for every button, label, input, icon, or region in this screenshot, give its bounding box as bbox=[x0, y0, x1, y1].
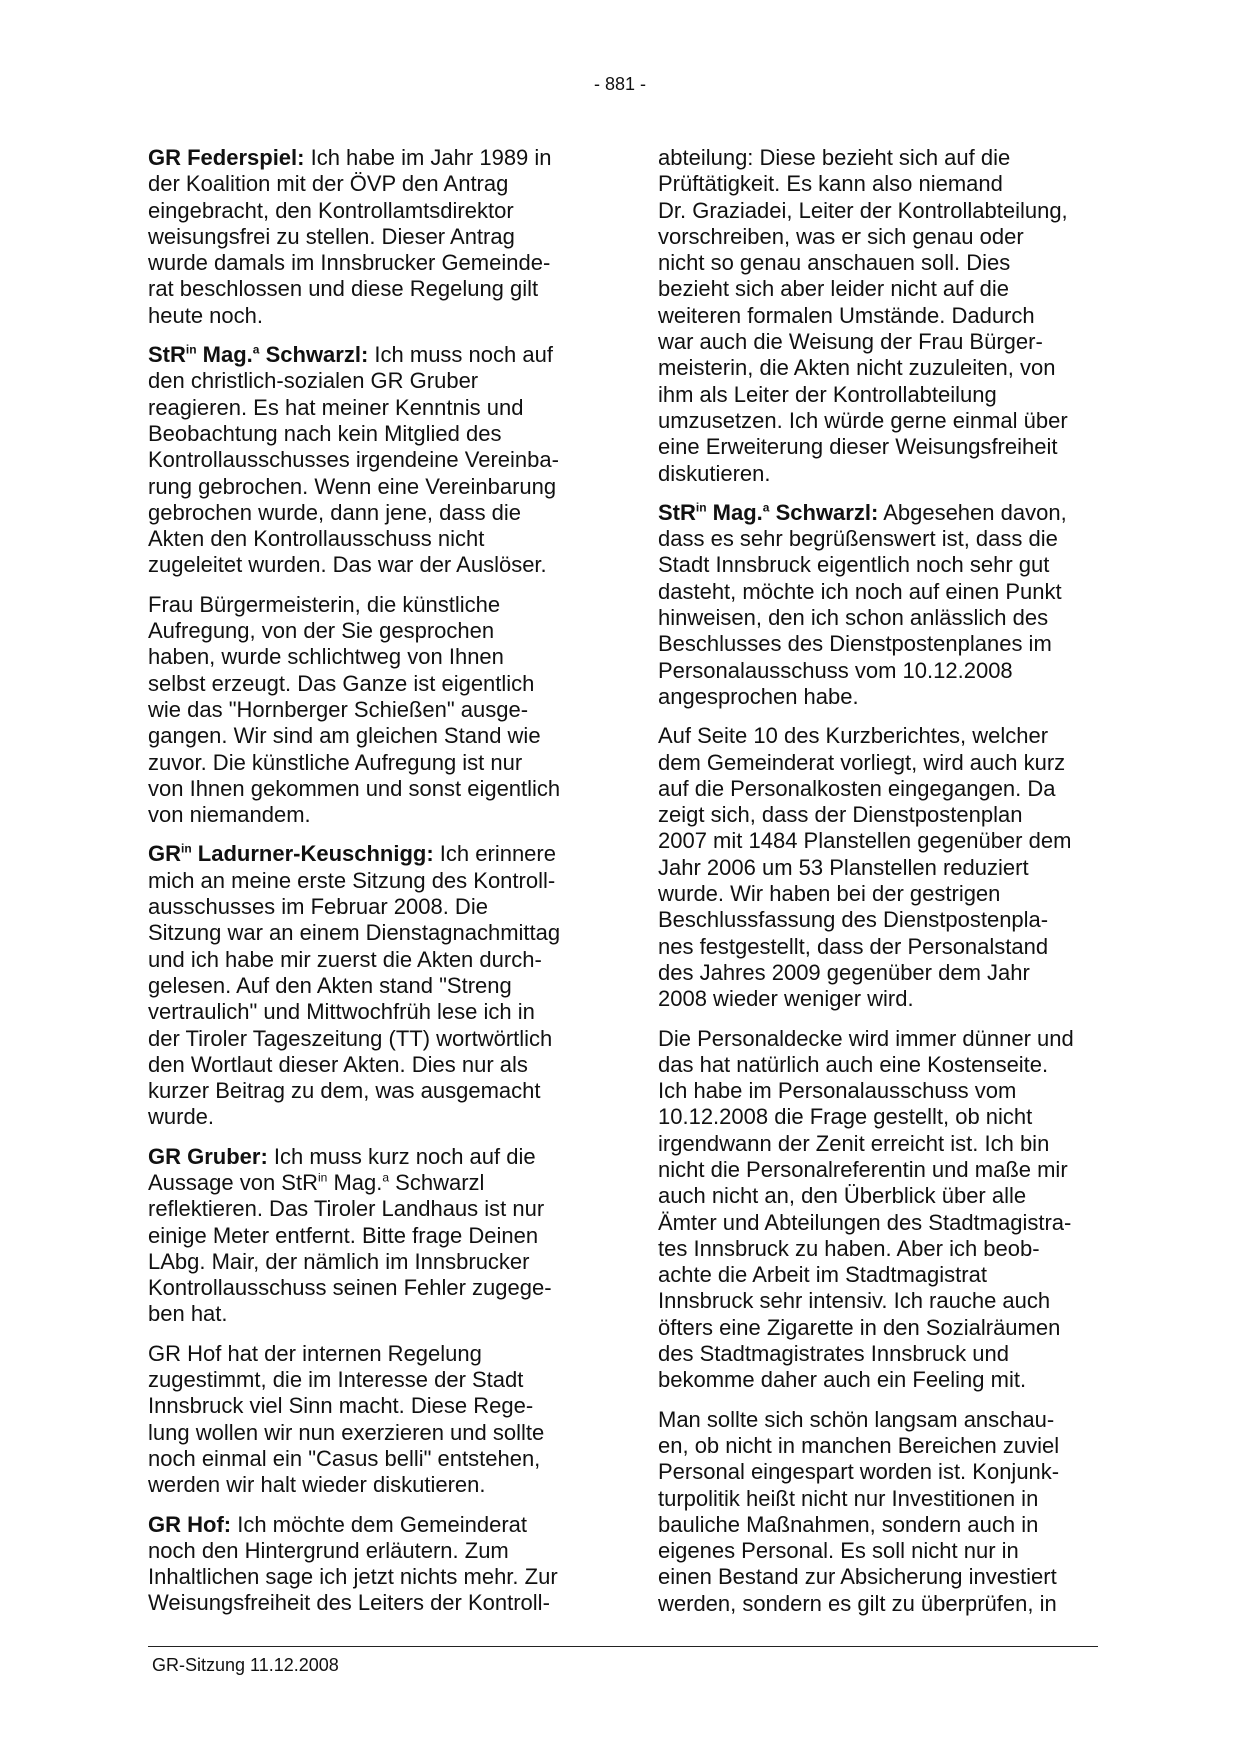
paragraph-text: Ich habe im Jahr 1989 in der Koalition mit der ÖVP den Antrag eingebracht, den Kontrollamtsdirektor weisungsfrei zu stellen. Dieser Antrag wurde damals im Innsbrucker Gemeinde- rat beschlossen und diese Regelung gilt heute noch. bbox=[148, 145, 552, 328]
paragraph-text: Ich muss kurz noch auf die Aussage von StR$^{in}$ Mag.$^a$ Schwarzl reflektieren. Das Tiroler Landhaus ist nur einige Meter entfernt. Bitte frage Deinen LAbg. Mair, der nämlich im Innsbrucker Kontrollausschuss seinen Fehler zugege- ben hat. bbox=[148, 1143, 552, 1327]
speaker-name: GR Gruber: bbox=[148, 1143, 268, 1169]
paragraph-hof bbox=[148, 1512, 586, 1617]
paragraph-ladurner bbox=[148, 841, 586, 1130]
paragraph-continuation: Die Personaldecke wird immer dünner und das hat natürlich auch eine Kostenseite. Ich habe im Personalausschuss vom 10.12.2008 die Frage gestellt, ob nicht irgendwann der Zenit erreicht ist. Ich bin nicht die Personalreferentin und maße mir auch nicht an, den Überblick über alle Ämter und Abteilungen des Stadtmagistra- tes Innsbruck zu haben. Aber ich beob- achte die Arbeit im Stadtmagistrat Innsbruck sehr intensiv. Ich rauche auch öfters eine Zigarette in den Sozialräumen des Stadtmagistrates Innsbruck und bekomme daher auch ein Feeling mit. bbox=[658, 1025, 1074, 1393]
paragraph-continuation: abteilung: Diese bezieht sich auf die Prüftätigkeit. Es kann also niemand Dr. Graziadei, Leiter der Kontrollabteilung, vorschreiben, was er sich genau oder nicht so genau anschauen soll. Dies bezieht sich aber leider nicht auf die weiteren formalen Umstände. Dadurch war auch die Weisung der Frau Bürger- meisterin, die Akten nicht zuzuleiten, von ihm als Leiter der Kontrollabteilung umzusetzen. Ich würde gerne einmal über eine Erweiterung dieser Weisungsfreiheit diskutieren. bbox=[658, 145, 1068, 486]
paragraph-text: Ich erinnere mich an meine erste Sitzung des Kontroll- ausschusses im Februar 2008. Die Sitzung war an einem Dienstagnachmittag und ich habe mir zuerst die Akten durch- gelesen. Auf den Akten stand "Streng vertraulich" und Mittwochfrüh lese ich in der Tiroler Tageszeitung (TT) wortwörtlich den Wortlaut dieser Akten. Dies nur als kurzer Beitrag zu dem, was ausgemacht wurde. bbox=[148, 841, 561, 1130]
paragraph-text: Abgesehen davon, dass es sehr begrüßenswert ist, dass die Stadt Innsbruck eigentlich noch sehr gut dasteht, möchte ich noch auf einen Punkt hinweisen, den ich schon anlässlich des Beschlusses des Dienstpostenplanes im Personalausschuss vom 10.12.2008 angesprochen habe. bbox=[658, 499, 1067, 709]
paragraph-text: Ich muss noch auf den christlich-sozialen GR Gruber reagieren. Es hat meiner Kenntnis und Beobachtung nach kein Mitglied des Kontrollausschusses irgendeine Vereinba- rung gebrochen. Wenn eine Vereinbarung gebrochen wurde, dann jene, dass die Akten den Kontrollausschuss nicht zugeleitet wurden. Das war der Auslöser. bbox=[148, 342, 559, 578]
page-number: - 881 - bbox=[593, 74, 647, 94]
speaker-name: $GR^{in}$ Ladurner-Keuschnigg: bbox=[148, 841, 434, 867]
left-column bbox=[148, 145, 586, 1630]
speaker-name: StR$^{in}$ Mag.$^a$ Schwarzl: bbox=[148, 342, 369, 368]
paragraph-schwarzl-1 bbox=[148, 342, 586, 579]
footer-divider bbox=[148, 1646, 1098, 1647]
speaker-name: GR Hof: bbox=[148, 1511, 232, 1537]
paragraph-continuation: GR Hof hat der internen Regelung zugestimmt, die im Interesse der Stadt Innsbruck viel Sinn macht. Diese Rege- lung wollen wir nun exerzieren und sollte noch einmal ein "Casus belli" entstehen, werden wir halt wieder diskutieren. bbox=[148, 1340, 545, 1498]
paragraph-federspiel bbox=[148, 145, 586, 329]
paragraph-gruber bbox=[148, 1144, 586, 1328]
paragraph-continuation: Man sollte sich schön langsam anschau- en, ob nicht in manchen Bereichen zuviel Personal eingespart worden ist. Konjunk- turpolitik heißt nicht nur Investitionen in bauliche Maßnahmen, sondern auch in eigenes Personal. Es soll nicht nur in einen Bestand zur Absicherung investiert werden, sondern es gilt zu überprüfen, in bbox=[658, 1406, 1060, 1616]
paragraph-continuation: Auf Seite 10 des Kurzberichtes, welcher dem Gemeinderat vorliegt, wird auch kurz auf die Personalkosten eingegangen. Da zeigt sich, dass der Dienstpostenplan 2007 mit 1484 Planstellen gegenüber dem Jahr 2006 um 53 Planstellen reduziert wurde. Wir haben bei der gestrigen Beschlussfassung des Dienstpostenpla- nes festgestellt, dass der Personalstand des Jahres 2009 gegenüber dem Jahr 2008 wieder weniger wird. bbox=[658, 723, 1072, 1012]
footer-session-label: GR-Sitzung 11.12.2008 bbox=[152, 1655, 339, 1675]
speaker-name: GR Federspiel: bbox=[148, 145, 305, 170]
speaker-name: StR$^{in}$ Mag.$^a$ Schwarzl: bbox=[658, 499, 879, 525]
right-column bbox=[658, 145, 1096, 1630]
paragraph-continuation: Frau Bürgermeisterin, die künstliche Aufregung, von der Sie gesprochen haben, wurde schlichtweg von Ihnen selbst erzeugt. Das Ganze ist eigentlich wie das "Hornberger Schießen" ausge- gangen. Wir sind am gleichen Stand wie zuvor. Die künstliche Aufregung ist nur von Ihnen gekommen und sonst eigentlich von niemandem. bbox=[148, 591, 561, 828]
paragraph-schwarzl-2 bbox=[658, 500, 1096, 710]
paragraph-text: Ich möchte dem Gemeinderat noch den Hintergrund erläutern. Zum Inhaltlichen sage ich jetzt nichts mehr. Zur Weisungsfreiheit des Leiters der Kontroll- bbox=[148, 1511, 558, 1616]
